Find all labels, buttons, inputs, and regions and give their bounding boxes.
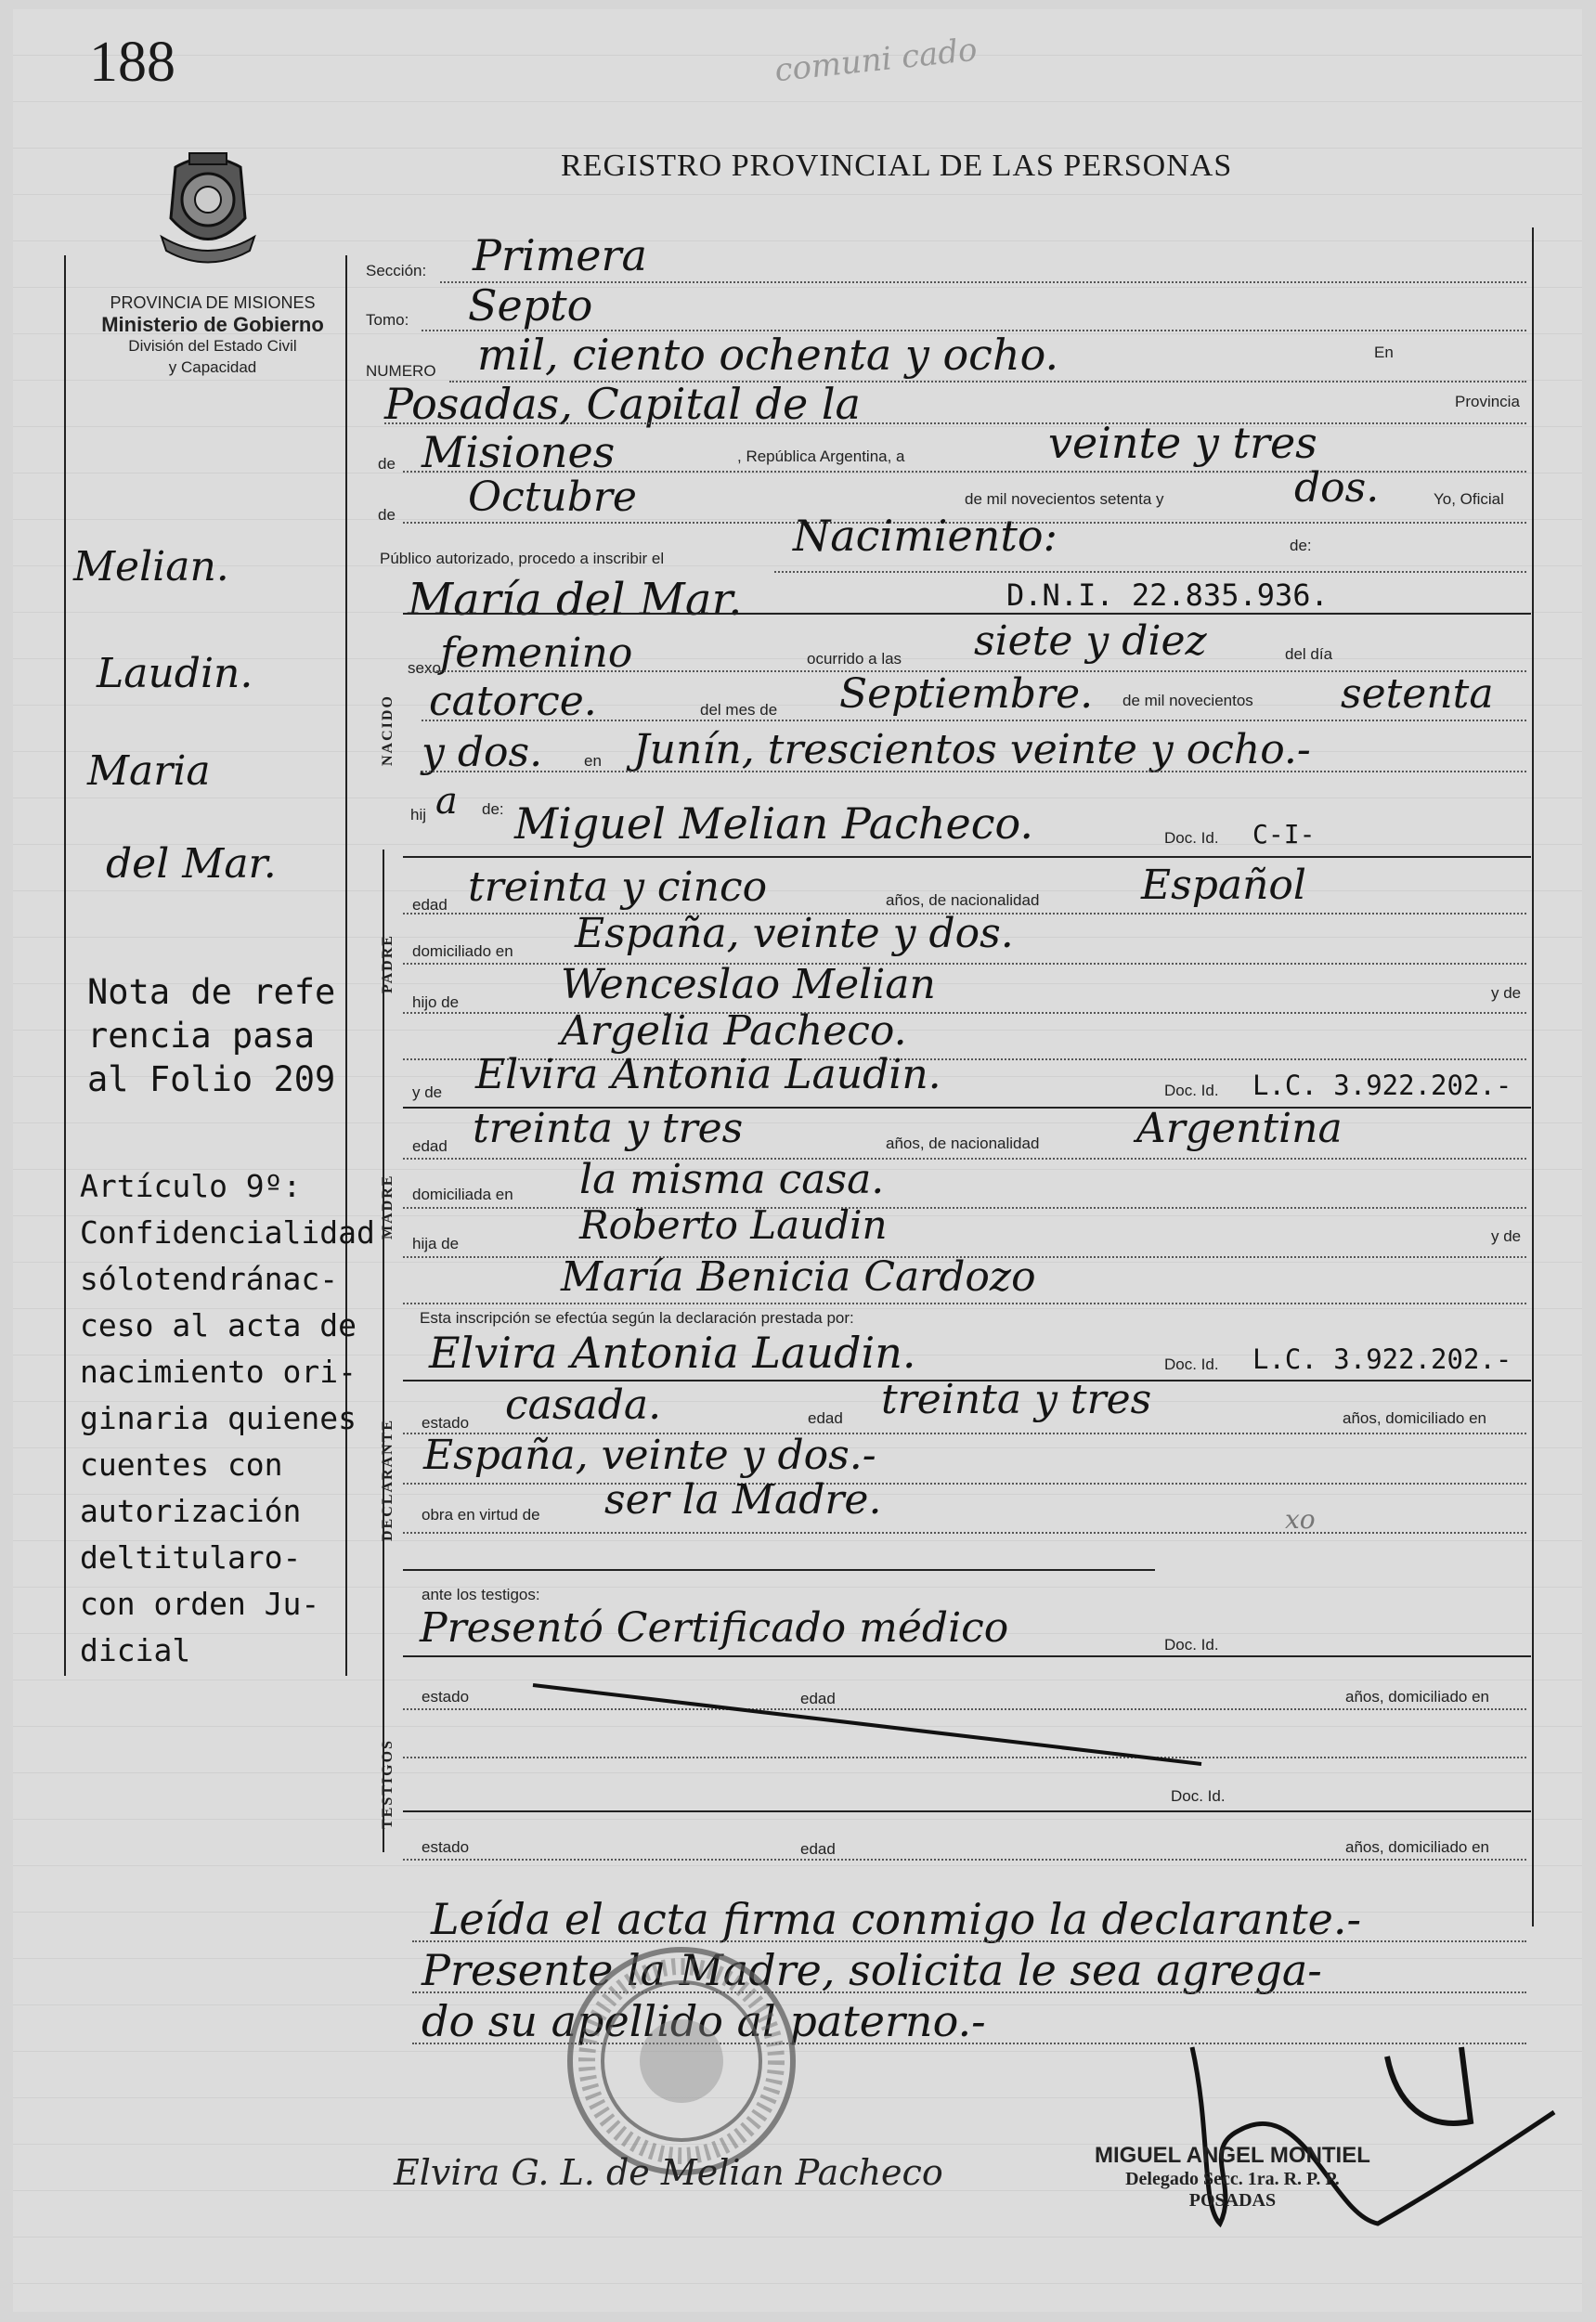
article-line: ginaria quienes: [80, 1400, 357, 1436]
note-line-1: Nota de refe: [87, 972, 336, 1012]
article-line: dicial: [80, 1632, 191, 1668]
dia-line: [422, 720, 1526, 721]
padre-top-rule: [403, 856, 1531, 858]
padre-domicilio-label: domiciliado en: [412, 942, 513, 960]
seccion-label: Sección:: [366, 262, 427, 279]
declarante-doc-label: Doc. Id.: [1164, 1356, 1219, 1373]
acto-value: Nacimiento:: [793, 511, 1058, 561]
madre-yde-label: y de: [412, 1083, 443, 1101]
article-line: deltitularo-: [80, 1539, 302, 1576]
numero-value: mil, ciento ochenta y ocho.: [477, 330, 1059, 380]
testigo1-estado-label: estado: [422, 1688, 470, 1706]
hij-label: hij: [410, 806, 427, 824]
division-label-2: y Capacidad: [168, 358, 257, 376]
day-value: veinte y tres: [1048, 418, 1317, 468]
hora-value: siete y diez: [974, 617, 1207, 665]
province-label: PROVINCIA DE MISIONES: [110, 293, 316, 312]
padre-anios-label: años, de nacionalidad: [886, 891, 1040, 909]
madre-doc-value: L.C. 3.922.202.-: [1252, 1070, 1512, 1101]
publico-label: Público autorizado, procedo a inscribir el: [380, 550, 665, 567]
padre-hijo-label: hijo de: [412, 993, 460, 1011]
seccion-line: [440, 281, 1526, 283]
section-label-declarante: DECLARANTE: [380, 1418, 396, 1541]
madre-name-value: Elvira Antonia Laudin.: [475, 1051, 941, 1098]
section-label-madre: MADRE: [380, 1174, 396, 1239]
padre-madre-value: Argelia Pacheco.: [561, 1007, 907, 1055]
sexo-label: sexo: [408, 659, 441, 677]
declarante-doc-value: L.C. 3.922.202.-: [1252, 1343, 1512, 1375]
place-line: [384, 422, 1526, 424]
madre-edad-line: [403, 1158, 1526, 1160]
testigos-top-rule: [403, 1655, 1531, 1657]
province-value: Misiones: [422, 427, 616, 477]
declarante-obra-value: ser la Madre.: [604, 1476, 882, 1524]
declarante-estado-label: estado: [422, 1414, 470, 1432]
section-column-border: [383, 850, 384, 1852]
nacido-top-rule: [403, 613, 1531, 615]
anio-value-2: y dos.: [422, 729, 543, 776]
acto-line: [774, 571, 1526, 573]
mes-label: del mes de: [700, 701, 778, 719]
madre-nacionalidad-value: Argentina: [1136, 1105, 1343, 1152]
padre-edad-value: treinta y cinco: [468, 863, 768, 911]
declarante-obra-label: obra en virtud de: [422, 1506, 540, 1524]
declarante-estado-value: casada.: [505, 1382, 662, 1429]
declarante-scribble: xo: [1285, 1504, 1316, 1535]
article-line: ceso al acta de: [80, 1307, 357, 1343]
closing-line-2: Presente la Madre, solicita le sea agrega-: [422, 1945, 1322, 1995]
padre-name-value: Miguel Melian Pacheco.: [514, 798, 1034, 849]
registry-title: REGISTRO PROVINCIAL DE LAS PERSONAS: [561, 149, 1233, 183]
official-seal-icon: [561, 1940, 802, 2182]
section-label-testigos: TESTIGOS: [380, 1739, 396, 1829]
madre-hija-label: hija de: [412, 1235, 460, 1252]
faint-note: comuni cado: [772, 31, 980, 90]
madre-yde-label-2: y de: [1491, 1227, 1522, 1245]
margin-given-name-2: del Mar.: [106, 840, 277, 888]
margin-surname-1: Melian.: [73, 543, 229, 590]
testigos-strike-line: [514, 1671, 1220, 1783]
madre-doc-label: Doc. Id.: [1164, 1082, 1219, 1099]
de-label-2: de: [378, 506, 396, 524]
declarante-edad-label: edad: [808, 1409, 843, 1427]
province-coat-of-arms-icon: [152, 149, 264, 269]
dia-value: catorce.: [429, 678, 597, 725]
testigo2-anios-label: años, domiciliado en: [1345, 1838, 1489, 1856]
margin-surname-2: Laudin.: [97, 650, 253, 697]
testigo1-edad-label: edad: [800, 1690, 836, 1707]
declarante-intro-label: Esta inscripción se efectúa según la declaración prestada por:: [420, 1309, 854, 1327]
testigo2-estado-label: estado: [422, 1838, 470, 1856]
yo-oficial-label: Yo, Oficial: [1434, 490, 1504, 508]
official-name: MIGUEL ANGEL MONTIEL: [1095, 2143, 1370, 2168]
madre-edad-label: edad: [412, 1137, 448, 1155]
article-line: Artículo 9º:: [80, 1168, 302, 1204]
padre-hijo-value: Wenceslao Melian: [561, 961, 936, 1008]
padre-edad-label: edad: [412, 896, 448, 914]
note-line-2: rencia pasa: [87, 1016, 316, 1056]
testigo2-edad-label: edad: [800, 1840, 836, 1858]
mil-label: de mil novecientos: [1122, 692, 1253, 709]
division-label-1: División del Estado Civil: [128, 337, 297, 355]
article-line: Confidencialidad: [80, 1214, 375, 1251]
nacido-name-value: María del Mar.: [408, 574, 743, 626]
article-line: cuentes con: [80, 1446, 283, 1483]
testigo1-anios-label: años, domiciliado en: [1345, 1688, 1489, 1706]
ministry-label: Ministerio de Gobierno: [101, 313, 324, 336]
madre-abuela-value: María Benicia Cardozo: [561, 1253, 1036, 1301]
tomo-label: Tomo:: [366, 311, 409, 329]
madre-domicilio-line: [403, 1207, 1526, 1209]
seccion-value: Primera: [473, 230, 647, 280]
declarante-anios-label: años, domiciliado en: [1343, 1409, 1486, 1427]
section-label-padre: PADRE: [380, 934, 396, 993]
declarante-domicilio-line: [403, 1483, 1526, 1485]
madre-domicilio-label: domiciliada en: [412, 1186, 513, 1203]
de-mil-label: de mil novecientos setenta y: [965, 490, 1164, 508]
republica-label: , República Argentina, a: [737, 448, 905, 465]
padre-doc-label: Doc. Id.: [1164, 829, 1219, 847]
padre-nacionalidad-value: Español: [1141, 862, 1306, 909]
madre-hija-value: Roberto Laudin: [579, 1202, 888, 1248]
month-value: Octubre: [468, 473, 637, 521]
year-value: dos.: [1294, 464, 1380, 512]
del-dia-label: del día: [1285, 645, 1333, 663]
numero-label: NUMERO: [366, 362, 436, 380]
article-line: con orden Ju-: [80, 1586, 320, 1622]
margin-confidentiality-note: [80, 1163, 375, 1674]
madre-edad-value: treinta y tres: [473, 1105, 744, 1152]
folio-number: 188: [89, 31, 175, 94]
declarante-obra-line: [403, 1532, 1526, 1534]
testigos-presento-value: Presentó Certificado médico: [420, 1604, 1009, 1652]
provincia-label: Provincia: [1455, 393, 1520, 410]
hij-value: a: [435, 780, 458, 823]
hij-de-label: de:: [482, 800, 504, 818]
official-place: POSADAS: [1188, 2190, 1277, 2211]
margin-left-border: [64, 255, 66, 1676]
madre-anios-label: años, de nacionalidad: [886, 1135, 1040, 1152]
declarante-signature: Elvira G. L. de Melian Pacheco: [394, 2152, 943, 2193]
nacido-dni-value: D.N.I. 22.835.936.: [1006, 577, 1329, 613]
testigos-doc-label: Doc. Id.: [1164, 1636, 1219, 1654]
testigo1-doc-label: Doc. Id.: [1171, 1787, 1226, 1805]
section-label-nacido: NACIDO: [380, 694, 396, 766]
margin-given-name-1: Maria: [87, 747, 211, 795]
place-value: Posadas, Capital de la: [384, 379, 861, 429]
article-line: sólotendránac-: [80, 1261, 339, 1297]
sexo-value: femenino: [440, 629, 633, 677]
madre-abuela-line: [403, 1303, 1526, 1304]
article-line: autorización: [80, 1493, 302, 1529]
form-right-border: [1532, 227, 1534, 1926]
padre-doc-value: C-I-: [1252, 819, 1316, 850]
margin-reference-note: [87, 970, 335, 1101]
official-stamp: [1095, 2143, 1370, 2212]
en-label: En: [1374, 344, 1394, 361]
certificate-page: [13, 9, 1582, 2312]
tomo-value: Septo: [468, 280, 593, 331]
testigo2-estado-line: [403, 1859, 1526, 1861]
de-label-3: de:: [1290, 537, 1312, 554]
de-label-1: de: [378, 455, 396, 473]
closing-line-3: do su apellido al paterno.-: [422, 1996, 986, 2046]
testigo2-top-rule: [403, 1810, 1531, 1812]
ocurrido-label: ocurrido a las: [807, 650, 902, 668]
padre-domicilio-value: España, veinte y dos.: [575, 910, 1014, 957]
declarante-edad-value: treinta y tres: [881, 1376, 1152, 1423]
declarante-domicilio-value: España, veinte y dos.-: [423, 1432, 876, 1479]
ministry-header: [64, 292, 361, 378]
lugar-en-label: en: [584, 752, 602, 770]
closing-line-1: Leída el acta firma conmigo la declarante.-: [431, 1894, 1362, 1944]
testigos-ante-label: ante los testigos:: [422, 1586, 540, 1603]
declarante-bottom-rule: [403, 1569, 1155, 1571]
declarante-name-value: Elvira Antonia Laudin.: [429, 1328, 916, 1378]
note-line-3: al Folio 209: [87, 1059, 336, 1099]
padre-yde-label: y de: [1491, 984, 1522, 1002]
anio-value: setenta: [1341, 670, 1494, 718]
lugar-value: Junín, trescientos veinte y ocho.-: [633, 726, 1311, 773]
official-title: Delegado Secc. 1ra. R. P. P.: [1125, 2169, 1340, 2189]
madre-domicilio-value: la misma casa.: [579, 1156, 885, 1203]
mes-value: Septiembre.: [839, 670, 1094, 718]
lugar-line: [422, 771, 1526, 772]
article-line: nacimiento ori-: [80, 1354, 357, 1390]
